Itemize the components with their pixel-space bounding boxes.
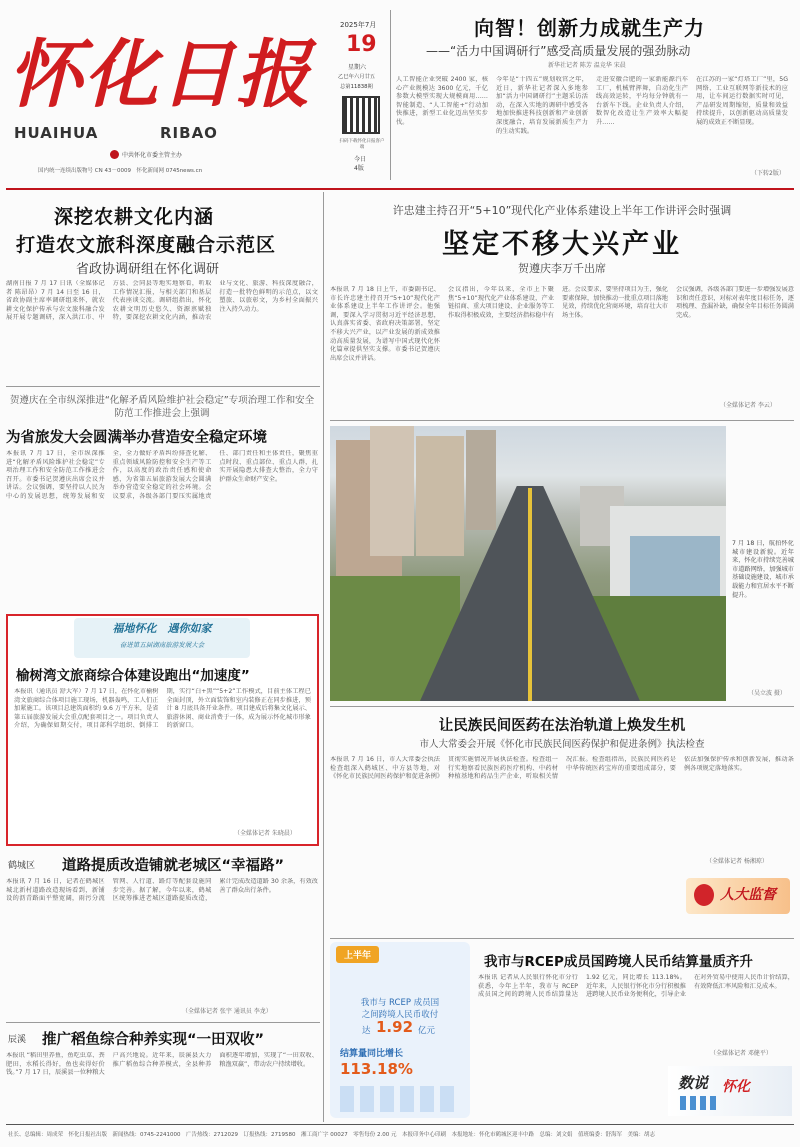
left-rice-article[interactable] [6, 1024, 318, 1124]
feature-banner-sub: 奋进第五届湖南旅游发展大会 [119, 641, 205, 649]
feature-box[interactable] [6, 614, 319, 846]
left-top-body: 湖南日报 7 月 17 日讯（全媒体记者 陈昂昂）7 月 14 日至 16 日，省政协副主席率调研组来怀，就农耕文化保护传承与农文旅科融合发展开展专题调研，深入洪江市、中方县、会同县等地实地察看，听取工作情况汇报，与相关部门和基层代表座谈交流。调研组指出，怀化农耕文明历史悠久、资源禀赋独特，要深挖农耕文化内涵，推动农业与文化、旅游、科技深度融合，打造一批特色鲜明的示范点，以文塑旅、以旅彰文，为乡村全面振兴注入持久动力。 [6, 280, 318, 322]
feature-body: 本报讯（通讯员 舒大军）7 月 17 日，在怀化市榆树湾文旅商综合体项目施工现场，机器轰鸣，工人们正加紧施工。该项目总建筑面积约 9.6 万平方米，是省第五届旅游发展大会重点配套项目之一。项目负责人介绍，为确保如期交付，项目部科学组织、倒排工期，实行“白+黑”“5+2”工作模式，目前主体工程已全面封顶，外立面装饰和室内装修正在同步推进，预计 8 月底具备开业条件。项目建成后将集文化展示、旅游休闲、商业消费于一体，成为展示怀化城市形象的新窗口。 [14, 688, 311, 730]
building [416, 436, 464, 556]
rcep-info-card[interactable] [330, 942, 470, 1118]
left-top-title-2[interactable]: 打造农文旅科深度融合示范区 [16, 234, 277, 256]
rcep-card-value-2: 113.18% [340, 1060, 413, 1078]
rcep-card-period: 上半年 [336, 946, 379, 963]
top-lead-col-4: 在江苏的一家“灯塔工厂”里，5G 网络、工业互联网等新技术的应用，让车间运行数据实时可见，产品研发周期缩短，质量和效益持续提升，以创新驱动高质量发展的成效正不断显现。 [696, 76, 788, 126]
right-main-body-3: 会议强调，各级各部门要进一步增强发展意识和责任意识，对标对表年度目标任务，逐项梳理、查漏补缺，确保全年目标任务圆满完成。 [676, 286, 794, 319]
qr-caption: 扫码下载怀化日报客户端 [339, 139, 385, 150]
photo-source: （吴立波 摄） [748, 690, 786, 697]
top-lead-col-1: 人工智能企业突破 2400 家，核心产业规模达 3600 亿元，千亿参数大模型实现大规模商用……智能制造、“人工智能+”行动加快推进，新型工业化迈出坚实步伐。 [396, 76, 488, 126]
date-box [338, 10, 388, 180]
top-lead-col-2: 今年是“十四五”规划收官之年，近日，新华社记者深入多地参加“活力中国调研行”主题采访活动，在深入实地的调研中感受各地加快推进科技创新和产业创新深度融合，培育发展新质生产力的生动实践。 [496, 76, 588, 135]
right-main-subtitle: 贺遵庆李万千出席 [518, 262, 606, 275]
shushuo-logo [668, 1066, 792, 1116]
masthead [0, 0, 335, 185]
feature-title[interactable]: 榆树湾文旅商综合体建设跑出“加速度” [16, 668, 250, 684]
party-emblem-icon [110, 150, 119, 159]
feature-banner [74, 618, 250, 658]
feature-source: （全媒体记者 朱晓晨） [234, 830, 296, 837]
building [630, 536, 720, 596]
medical-body: 本报讯 7 月 16 日，市人大常委会执法检查组深入鹤城区、中方县等地，对《怀化市民族民间医药保护和促进条例》贯彻实施情况开展执法检查。检查组一行实地察看民族医药医疗机构、中药材种植基地和药品生产企业，听取相关情况汇报。检查组指出，民族民间医药是中华传统医药宝库的重要组成部分，要依法加强保护传承和创新发展，推动条例各项规定落地落实。 [330, 756, 794, 781]
medical-subtitle: 市人大常委会开展《怀化市民族民间医药保护和促进条例》执法检查 [419, 739, 705, 750]
date-day: 19 [346, 32, 377, 57]
left-road-article[interactable] [6, 850, 318, 1020]
rcep-card-bars [340, 1086, 460, 1112]
left-mid-kicker: 贺遵庆在全市纵深推进“化解矛盾风险维护社会稳定”专项治理工作和安全防范工作推进会上强调 [9, 395, 315, 419]
medical-title[interactable]: 让民族民间医药在法治轨道上焕发生机 [438, 718, 686, 734]
top-lead-subtitle: ——“活力中国调研行”感受高质量发展的强劲脉动 [426, 44, 691, 58]
lantern-icon [694, 884, 714, 906]
date-lunar: 乙巳年六月廿五 [338, 74, 376, 80]
building [370, 426, 414, 556]
top-lead-article[interactable] [396, 6, 796, 184]
today-label: 今日 [354, 156, 367, 163]
left-mid-body: 本报讯 7 月 17 日，全市纵深推进“化解矛盾风险维护社会稳定”专项治理工作和安全防范工作推进会召开。市委书记贺遵庆出席会议并讲话。会议强调，要坚持以人民为中心的发展思想，统筹发展和安全，全力做好矛盾纠纷排查化解、重点领域风险防控和安全生产等工作，以高度的政治责任感和使命感，为省第五届旅游发展大会圆满举办营造安全稳定的社会环境。会议要求，各级各部门要压实属地责任、部门责任和主体责任，聚焦重点时段、重点部位、重点人群，扎实开展隐患大排查大整治，全力守护群众生命财产安全。 [6, 450, 318, 500]
left-rice-place: 辰溪 [8, 1035, 27, 1045]
city-aerial-photo[interactable] [330, 426, 726, 701]
top-lead-byline: 新华社记者 陈芳 温竞华 宋晨 [548, 62, 626, 69]
left-road-body: 本报讯 7 月 16 日，记者在鹤城区城北新村道路改造现场看到，新铺设的沥青路面平整宽阔，雨污分流管网、人行道、路灯等配套设施同步完善。据了解，今年以来，鹤城区统筹推进老城区道路提质改造，累计完成改造道路 30 余条，有效改善了群众出行条件。 [6, 878, 318, 903]
building [466, 430, 496, 530]
rcep-body: 本报讯 记者从人民银行怀化市分行获悉，今年上半年，我市与 RCEP 成员国之间的跨境人民币结算量达 1.92 亿元，同比增长 113.18%。近年来，人民银行怀化市分行积极推进跨境人民币业务便利化，引导企业在对外贸易中使用人民币计价结算，有效降低汇率风险和汇兑成本。 [478, 974, 794, 999]
rcep-title[interactable]: 我市与RCEP成员国跨境人民币结算量质齐升 [484, 954, 753, 970]
medical-source: （全媒体记者 杨湘琼） [706, 858, 768, 865]
footer-info: 社长、总编辑：周成荣 怀化日报社出版 新闻热线：0745-2241000 广告热线：2712029 订报热线：2719580 湘工商广字 00027 零售每份 2.00 元 本报印务中心印刷 本报地址：怀化市鹤城区迎丰中路 总编：刘文娟 值班编委：舒海军 美编：胡志 [8, 1132, 655, 1138]
left-rice-body: 本报讯 “稻田里养鱼，鱼吃虫草、粪肥田，水稻长得好，鱼也卖得好价钱。”7 月 17 日，辰溪县一位种粮大户高兴地说。近年来，辰溪县大力推广稻鱼综合种养模式，全县种养面积逐年增加，实现了“一田双收、粮渔双赢”，带动农户持续增收。 [6, 1052, 318, 1077]
left-road-source: （全媒体记者 张宇 通讯员 李龙） [182, 1008, 272, 1015]
masthead-title: 怀化日报 [8, 32, 312, 118]
rcep-card-line-4: 结算量同比增长 [340, 1049, 404, 1059]
right-main-article[interactable] [330, 194, 794, 416]
rcep-article[interactable] [478, 944, 794, 1120]
rcep-card-line-3: 达 [362, 1026, 371, 1036]
masthead-pinyin-left: HUAIHUA [14, 124, 99, 142]
left-mid-article[interactable] [6, 390, 318, 612]
feature-banner-title: 福地怀化 遇你如家 [112, 622, 212, 635]
qr-code-icon[interactable] [342, 96, 380, 134]
pages-count: 4版 [354, 165, 364, 172]
rcep-card-line-1: 我市与 RCEP 成员国 [360, 998, 440, 1008]
medical-article[interactable] [330, 708, 794, 936]
right-main-title[interactable]: 坚定不移大兴产业 [442, 229, 682, 260]
left-top-title-1[interactable]: 深挖农耕文化内涵 [54, 206, 215, 228]
right-main-source: （全媒体记者 李云） [720, 402, 776, 409]
left-rice-title[interactable]: 推广稻鱼综合种养实现“一田双收” [42, 1032, 265, 1048]
left-top-article[interactable] [6, 194, 318, 384]
chart-bars-icon [680, 1096, 720, 1110]
masthead-sponsor: 中共怀化市委主管主办 [122, 152, 183, 159]
shushuo-label: 数说 [678, 1074, 709, 1092]
road-center-line [528, 488, 532, 701]
rcep-source: （全媒体记者 邓健平） [710, 1050, 772, 1057]
people-congress-badge [686, 878, 790, 914]
masthead-pinyin-right: RIBAO [160, 124, 218, 142]
right-main-kicker: 许忠建主持召开“5+10”现代化产业体系建设上半年工作讲评会时强调 [392, 204, 732, 217]
right-main-body-1: 本报讯 7 月 18 日上午，市委副书记、市长许忠建主持召开“5+10”现代化产业体系建设上半年工作讲评会。他强调，要深入学习贯彻习近平经济思想，认真落实省委、省政府决策部署，坚定不移大兴产业，以产业发展的新成效推动高质量发展，为谱写中国式现代化怀化篇章提供坚实支撑。市委书记贺遵庆出席会议并讲话。 [330, 286, 440, 362]
date-year-month: 2025年7月 [340, 21, 377, 29]
left-top-subtitle: 省政协调研组在怀化调研 [76, 262, 220, 277]
rcep-card-line-2: 之间跨境人民币收付 [361, 1010, 439, 1020]
badge-text: 人大监督 [720, 887, 776, 903]
left-mid-title[interactable]: 为省旅发大会圆满举办营造安全稳定环境 [6, 430, 267, 446]
rcep-card-unit-1: 亿元 [418, 1026, 436, 1036]
top-lead-col-3: 走进安徽合肥的一家新能源汽车工厂，机械臂挥舞，自动化生产线高效运转，平均每分钟就有一台新车下线。企业负责人介绍，数智化改造让生产效率大幅提升…… [596, 76, 688, 126]
continued-link[interactable]: （下转2版） [751, 170, 785, 177]
masthead-codes: 国内统一连续出版物号 CN 43－0009 怀化新闻网 0745news.cn [38, 168, 203, 174]
date-weekday: 星期六 [348, 64, 367, 71]
right-main-body-2: 会议指出，今年以来，全市上下聚焦“5+10”现代化产业体系建设，产业链招商、重大项目建设、企业服务等工作取得积极成效，主要经济指标稳中有进。会议要求，要坚持项目为王，强化要素保障，加快推动一批重点项目落地见效，持续优化营商环境，培育壮大市场主体。 [448, 286, 668, 319]
top-lead-title[interactable]: 向智！创新力成就生产力 [474, 16, 705, 40]
shushuo-city: 怀化 [722, 1079, 750, 1095]
rcep-card-value-1: 1.92 [376, 1018, 414, 1036]
photo-caption: 7 月 18 日，航拍怀化城市建设新貌。近年来，怀化市持续完善城市道路网络，加强城市基础设施建设，城市承载能力和宜居水平不断提升。 [732, 540, 794, 599]
date-issue: 总第11838期 [340, 84, 373, 90]
left-road-place: 鹤城区 [8, 861, 36, 871]
left-road-title[interactable]: 道路提质改造铺就老城区“幸福路” [62, 858, 285, 874]
